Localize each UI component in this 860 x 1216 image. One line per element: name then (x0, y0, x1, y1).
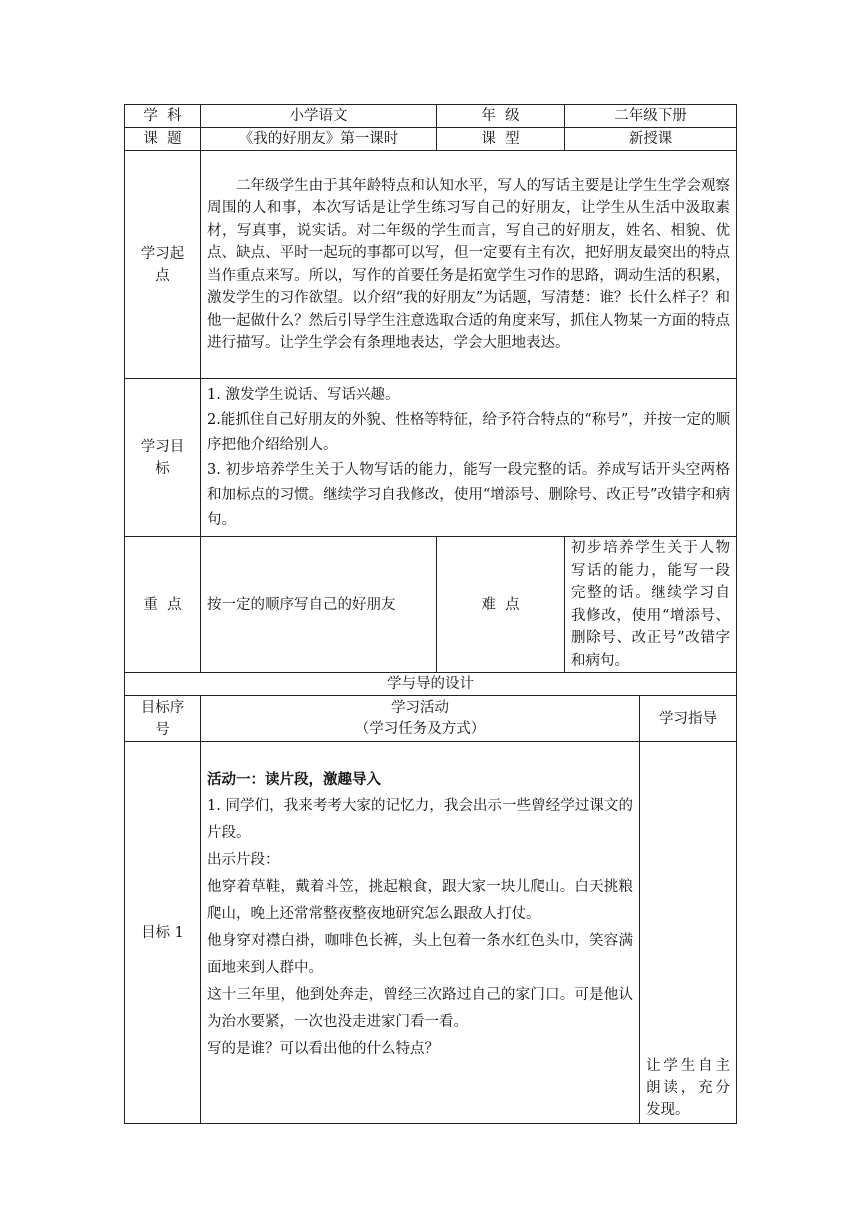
subject-value: 小学语文 (201, 105, 437, 128)
grade-label: 年 级 (437, 105, 565, 128)
row-design-title (125, 673, 737, 696)
row-key-points (125, 537, 737, 673)
activity-guide: 让学生自主朗读，充分发现。 (640, 742, 737, 1124)
activity-content (201, 742, 640, 1124)
activity-title: 活动一：读片段，激趣导入 (207, 771, 381, 788)
objectives-list (201, 379, 737, 537)
key-text: 按一定的顺序写自己的好朋友 (201, 537, 437, 673)
key-label: 重 点 (125, 537, 201, 673)
col-activity-header (201, 696, 640, 742)
activity-passage: 他穿着草鞋，戴着斗笠，挑起粮食，跟大家一块儿爬山。白天挑粮爬山，晚上还常常整夜整夜地研究怎么跟敌人打仗。 (207, 879, 633, 922)
starting-point-label: 学习起点 (125, 151, 201, 379)
starting-point-text: 二年级学生由于其年龄特点和认知水平，写人的写话主要是让学生生学会观察周围的人和事，本次写话是让学生练习写自己的好朋友，让学生从生活中汲取素材，写真事，说实话。对二年级的学生而言，写自己的好朋友，姓名、相貌、优点、缺点、平时一起玩的事都可以写，但一定要有主有次，把好朋友最突出的特点当作重点来写。所以，写作的首要任务是拓宽学生习作的思路，调动生活的积累，激发学生的习作欲望。以介绍“我的好朋友”为话题，写清楚：谁？长什么样子？和他一起做什么？然后引导学生注意选取合适的角度来写，抓住人物某一方面的特点进行描写。让学生学会有条理地表达，学会大胆地表达。 (201, 151, 737, 379)
row-starting-point (125, 151, 737, 379)
row-subject (125, 105, 737, 128)
col-goal-header: 目标序号 (125, 696, 201, 742)
objective-item: 2.能抓住自己好朋友的外貌、性格等特征，给予符合特点的“称号”，并按一定的顺序把他介绍给别人。 (207, 411, 730, 453)
difficulty-text: 初步培养学生关于人物写话的能力，能写一段完整的话。继续学习自我修改，使用“增添号、删除号、改正号”改错字和病句。 (565, 537, 737, 673)
grade-value: 二年级下册 (565, 105, 737, 128)
activity-question: 写的是谁？可以看出他的什么特点？ (207, 1041, 439, 1057)
objectives-label: 学习目标 (125, 379, 201, 537)
objective-item: 1. 激发学生说话、写话兴趣。 (207, 386, 400, 403)
col-activity-subtitle: （学习任务及方式） (354, 720, 486, 737)
row-objectives (125, 379, 737, 537)
activity-line: 1. 同学们，我来考考大家的记忆力，我会出示一些曾经学过课文的片段。 (207, 798, 633, 841)
topic-value: 《我的好朋友》第一课时 (201, 128, 437, 151)
type-label: 课 型 (437, 128, 565, 151)
activity-goal: 目标 1 (125, 742, 201, 1124)
objective-item: 3. 初步培养学生关于人物写话的能力，能写一段完整的话。养成写话开头空两格和加标点的习惯。继续学习自我修改，使用“增添号、删除号、改正号”改错字和病句。 (207, 461, 730, 528)
col-activity-title: 学习活动 (391, 699, 449, 716)
lesson-plan (124, 104, 736, 1124)
row-topic (125, 128, 737, 151)
col-guide-header: 学习指导 (640, 696, 737, 742)
activity-line: 出示片段： (207, 852, 280, 868)
type-value: 新授课 (565, 128, 737, 151)
design-title: 学与导的设计 (125, 673, 737, 696)
activity-passage: 这十三年里，他到处奔走，曾经三次路过自己的家门口。可是他认为治水要紧，一次也没走进家门看一看。 (207, 987, 633, 1030)
row-column-headers (125, 696, 737, 742)
subject-label: 学 科 (125, 105, 201, 128)
row-activity-1 (125, 742, 737, 1124)
topic-label: 课 题 (125, 128, 201, 151)
lesson-plan-table (124, 104, 737, 1124)
activity-passage: 他身穿对襟白褂，咖啡色长裤，头上包着一条水红色头巾，笑容满面地来到人群中。 (207, 933, 633, 976)
difficulty-label: 难 点 (437, 537, 565, 673)
